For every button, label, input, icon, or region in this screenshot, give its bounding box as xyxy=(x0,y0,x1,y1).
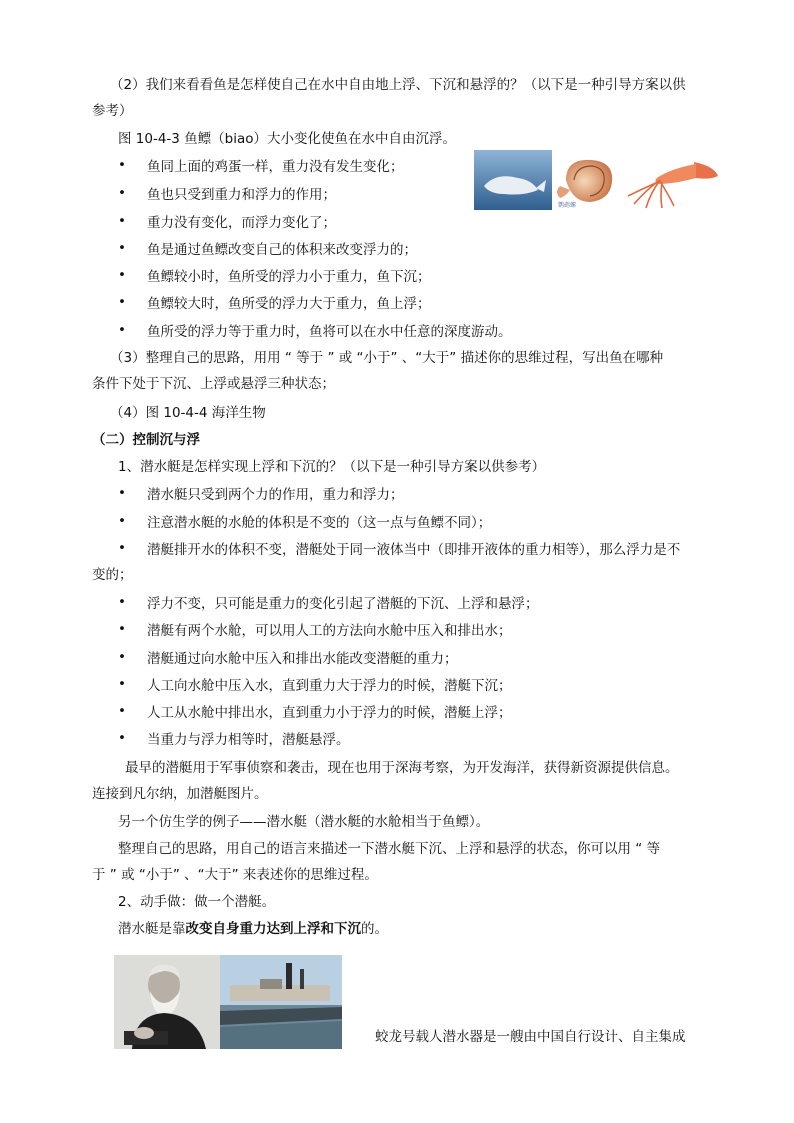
figure4-caption: （4）图 10-4-4 海洋生物 xyxy=(110,405,266,421)
conclusion-bold: 改变自身重力达到上浮和下沉 xyxy=(185,921,361,937)
bullet-symbol: • xyxy=(118,540,126,556)
sub-bullet-5: 潜艇有两个水舱，可以用人工的方法向水舱中压入和排出水； xyxy=(147,623,512,639)
nautilus-label: 鹦鹉螺 xyxy=(558,202,577,209)
bullet-symbol: • xyxy=(118,594,126,610)
bullet-symbol: • xyxy=(118,185,126,201)
bullet-symbol: • xyxy=(118,676,126,692)
marine-animals-illustration xyxy=(474,150,722,210)
sub-bullet-8: 人工从水舱中排出水，直到重力小于浮力的时候，潜艇上浮； xyxy=(147,705,512,721)
fish-bullet-2: 鱼也只受到重力和浮力的作用； xyxy=(147,187,336,203)
verne-portrait xyxy=(114,955,220,1049)
verne-portrait-illustration xyxy=(114,955,220,1049)
bullet-symbol: • xyxy=(118,649,126,665)
earliest-submarine-line-2: 连接到凡尔纳，加潜艇图片。 xyxy=(92,786,268,802)
jiaolong-text: 蛟龙号载人潜水器是一艘由中国自行设计、自主集成 xyxy=(375,1029,686,1045)
conclusion-plain: 潜水艇是靠 xyxy=(118,921,186,937)
bullet-symbol: • xyxy=(118,703,126,719)
bullet-symbol: • xyxy=(118,485,126,501)
earliest-submarine-line-1: 最早的潜艇用于军事侦察和袭击，现在也用于深海考察，为开发海洋，获得新资源提供信息。 xyxy=(125,760,679,776)
bullet-symbol: • xyxy=(118,322,126,338)
bullet-symbol: • xyxy=(118,621,126,637)
conclusion xyxy=(118,919,388,939)
fish-bullet-6: 鱼鳔较大时，鱼所受的浮力大于重力，鱼上浮； xyxy=(147,296,431,312)
fish-bullet-1: 鱼同上面的鸡蛋一样，重力没有发生变化； xyxy=(147,159,404,175)
sub-bullet-1: 潜水艇只受到两个力的作用，重力和浮力； xyxy=(147,487,404,503)
fish-bullet-5: 鱼鳔较小时，鱼所受的浮力小于重力，鱼下沉； xyxy=(147,269,431,285)
conclusion-end: 的。 xyxy=(361,921,388,937)
sub-bullet-2: 注意潜水艇的水舱的体积是不变的（这一点与鱼鳔不同）； xyxy=(147,515,492,531)
organize-line-2: 条件下处于下沉、上浮或悬浮三种状态； xyxy=(92,376,335,392)
bullet-symbol: • xyxy=(118,240,126,256)
fish-bullet-7: 鱼所受的浮力等于重力时，鱼将可以在水中任意的深度游动。 xyxy=(147,324,512,340)
bullet-symbol: • xyxy=(118,213,126,229)
bullet-symbol: • xyxy=(118,294,126,310)
hands-on: 2、动手做：做一个潜艇。 xyxy=(118,894,276,910)
organize-line-1: （3）整理自己的思路，用用 “ 等于 ” 或 “小于” 、“大于” 描述你的思维过程，写出鱼在哪种 xyxy=(110,350,664,366)
intro-line-1: （2）我们来看看鱼是怎样使自己在水中自由地上浮、下沉和悬浮的？（以下是一种引导方案以供 xyxy=(110,77,686,93)
bullet-symbol: • xyxy=(118,513,126,529)
fish-bullet-4: 鱼是通过鱼鳔改变自己的体积来改变浮力的； xyxy=(147,242,417,258)
submarine-photo-illustration xyxy=(220,955,342,1049)
figure-caption: 图 10-4-3 鱼鳔（biao）大小变化使鱼在水中自由沉浮。 xyxy=(118,131,457,147)
submarine-photo xyxy=(220,955,342,1049)
organize2-line-1: 整理自己的思路，用自己的语言来描述一下潜水艇下沉、上浮和悬浮的状态，你可以用 “ 等 xyxy=(118,841,661,857)
organize2-line-2: 于 ” 或 “小于” 、“大于” 来表述你的思维过程。 xyxy=(92,867,378,883)
fish-bullet-3: 重力没有变化，而浮力变化了； xyxy=(147,215,336,231)
sub-bullet-3-line2: 变的； xyxy=(92,567,133,583)
bionics-example: 另一个仿生学的例子——潜水艇（潜水艇的水舱相当于鱼鳔）。 xyxy=(118,814,490,830)
intro-line-2: 参考） xyxy=(92,103,133,119)
sub-bullet-7: 人工向水舱中压入水，直到重力大于浮力的时候，潜艇下沉； xyxy=(147,678,512,694)
bullet-symbol: • xyxy=(118,730,126,746)
sub-bullet-4: 浮力不变，只可能是重力的变化引起了潜艇的下沉、上浮和悬浮； xyxy=(147,596,539,612)
submarine-question: 1、潜水艇是怎样实现上浮和下沉的？（以下是一种引导方案以供参考） xyxy=(118,459,546,475)
marine-animals-image xyxy=(474,150,722,210)
sub-bullet-6: 潜艇通过向水舱中压入和排出水能改变潜艇的重力； xyxy=(147,651,458,667)
sub-bullet-9: 当重力与浮力相等时，潜艇悬浮。 xyxy=(147,732,350,748)
section-heading: （二）控制沉与浮 xyxy=(92,432,200,448)
bullet-symbol: • xyxy=(118,267,126,283)
sub-bullet-3-line1: 潜艇排开水的体积不变，潜艇处于同一液体当中（即排开液体的重力相等），那么浮力是不 xyxy=(147,542,681,558)
bullet-symbol: • xyxy=(118,157,126,173)
